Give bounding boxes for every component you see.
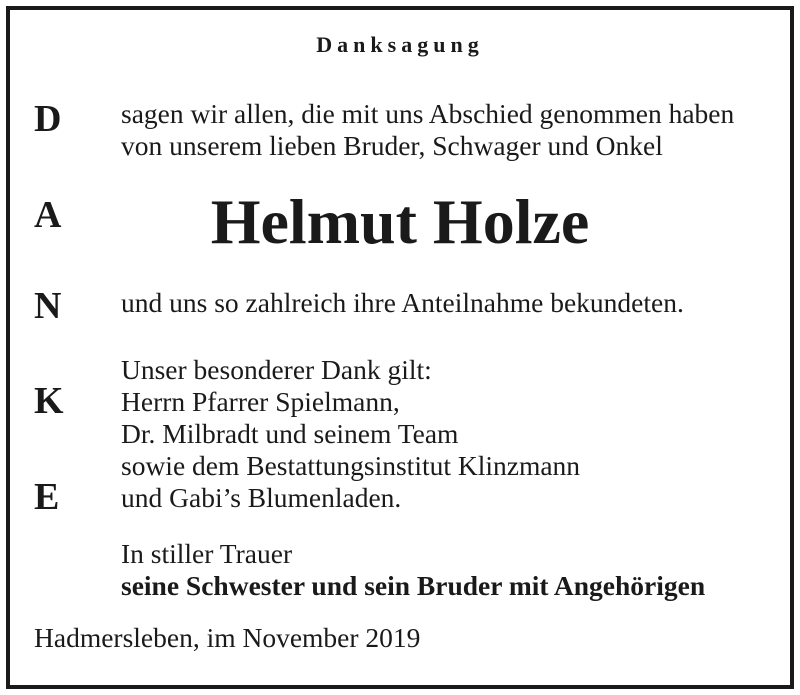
acrostic-letter-k: K bbox=[34, 380, 64, 422]
thanks-line: Herrn Pfarrer Spielmann, bbox=[121, 386, 400, 417]
intro-paragraph bbox=[121, 98, 734, 162]
thanks-line: sowie dem Bestattungsinstitut Klinzmann bbox=[121, 450, 581, 481]
mourning-block bbox=[121, 538, 705, 602]
mourning-label: In stiller Trauer bbox=[121, 538, 293, 569]
mourning-signers: seine Schwester und sein Bruder mit Angehörigen bbox=[121, 570, 706, 601]
place-date: Hadmersleben, im November 2019 bbox=[34, 622, 421, 653]
intro-line: von unserem lieben Bruder, Schwager und Onkel bbox=[121, 130, 663, 161]
thanks-intro: Unser besonderer Dank gilt: bbox=[121, 354, 432, 385]
thanks-line: und Gabi’s Blumenladen. bbox=[121, 482, 402, 513]
acrostic-letter-a: A bbox=[34, 194, 62, 236]
notice-heading: Danksagung bbox=[316, 32, 484, 57]
acrostic-letter-n: N bbox=[34, 285, 62, 327]
deceased-name: Helmut Holze bbox=[210, 186, 590, 257]
acrostic-letter-e: E bbox=[34, 476, 60, 518]
thanks-line: Dr. Milbradt und seinem Team bbox=[121, 418, 459, 449]
thanks-paragraph bbox=[121, 354, 580, 514]
acrostic-letter-d: D bbox=[34, 98, 62, 140]
condolence-line: und uns so zahlreich ihre Anteilnahme bekundeten. bbox=[121, 287, 684, 318]
intro-line: sagen wir allen, die mit uns Abschied genommen haben bbox=[121, 98, 735, 129]
